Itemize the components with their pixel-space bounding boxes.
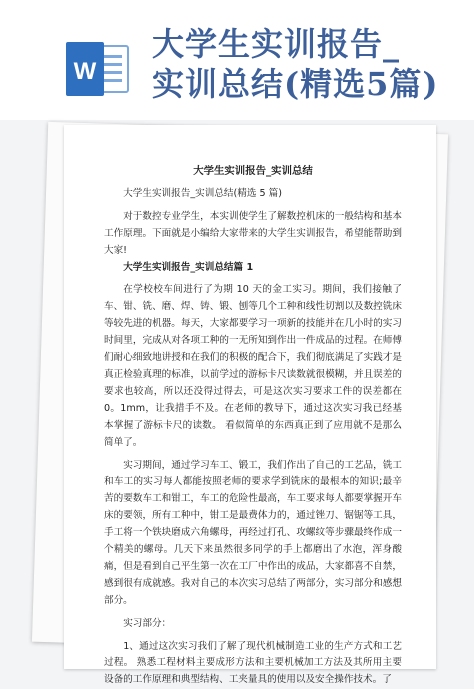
header-banner (0, 0, 474, 120)
page-title-line1: 大学生实训报告_ (152, 25, 401, 63)
document-title: 大学生实训报告_实训总结 (193, 165, 313, 177)
page-title-line2: 实训总结(精选5篇) (152, 65, 439, 103)
page-title (152, 24, 462, 104)
document-subtitle: 大学生实训报告_实训总结(精选 5 篇) (123, 187, 282, 199)
word-document-icon (64, 42, 130, 96)
body-paragraph-3: 实习部分： (123, 617, 172, 629)
document-page (64, 125, 436, 686)
intro-paragraph: 对于数控专业学生，本实训使学生了解数控机床的一般结构和基本工作原理。下面就是小编给大家带来的大学生实训报告，希望能帮助到大家! (104, 210, 402, 256)
word-logo-letter: W (73, 58, 97, 85)
body-paragraph-1: 在学校校车间进行了为期 10 天的金工实习。期间，我们接触了车、钳、铣、磨、焊、铸、锻、刨等几个工种和线性切割以及数控铣床等较先进的机器。每天，大家都要学习一项新的技能并在几小时的实习时间里，完成从对各项工种的一无所知到作出一件成品的过程。在师傅们耐心细致地讲授和在我们的积极的配合下，我们彻底满足了实践才是真正检验真理的标准，以前学过的游标卡尺读数就很模糊，并且误差的要求也较高，所以还没得过得去，可是这次实习要求工件的误差都在 0。1mm，让我措手不及。在老师的教导下，通过这次实习我已经基本掌握了游标卡尺的读数。 看似简单的东西真正到了应用就不是那么简单了。 (104, 284, 402, 448)
body-paragraph-2: 实习期间，通过学习车工、锻工，我们作出了自己的工艺品，铣工和车工的实习每人都能按照老师的要求学到铣床的最根本的知识;最辛苦的要数车工和钳工，车工的危险性最高，车工要求每人都要掌握开车床的要领，所有工种中，钳工是最费体力的，通过锉刀、锯锯等工具，手工将一个铁块磨成六角螺母，再经过打孔、攻螺纹等步骤最终作成一个精美的螺母。几天下来虽然很多同学的手上都磨出了水泡，浑身酸痛，但是看到自己平生第一次在工厂中作出的成品，大家都喜不自禁，感到很有成就感。我对自己的本次实习总结了两部分，实习部分和感想部分。 (104, 459, 402, 606)
section-heading: 大学生实训报告_实训总结篇 1 (123, 261, 254, 273)
body-paragraph-4: 1、通过这次实习我们了解了现代机械制造工业的生产方式和工艺过程。 熟悉工程材料主要成形方法和主要机械加工方法及其所用主要设备的工作原理和典型结构、工夹量具的使用以及安全操作技术。了 (104, 640, 402, 686)
